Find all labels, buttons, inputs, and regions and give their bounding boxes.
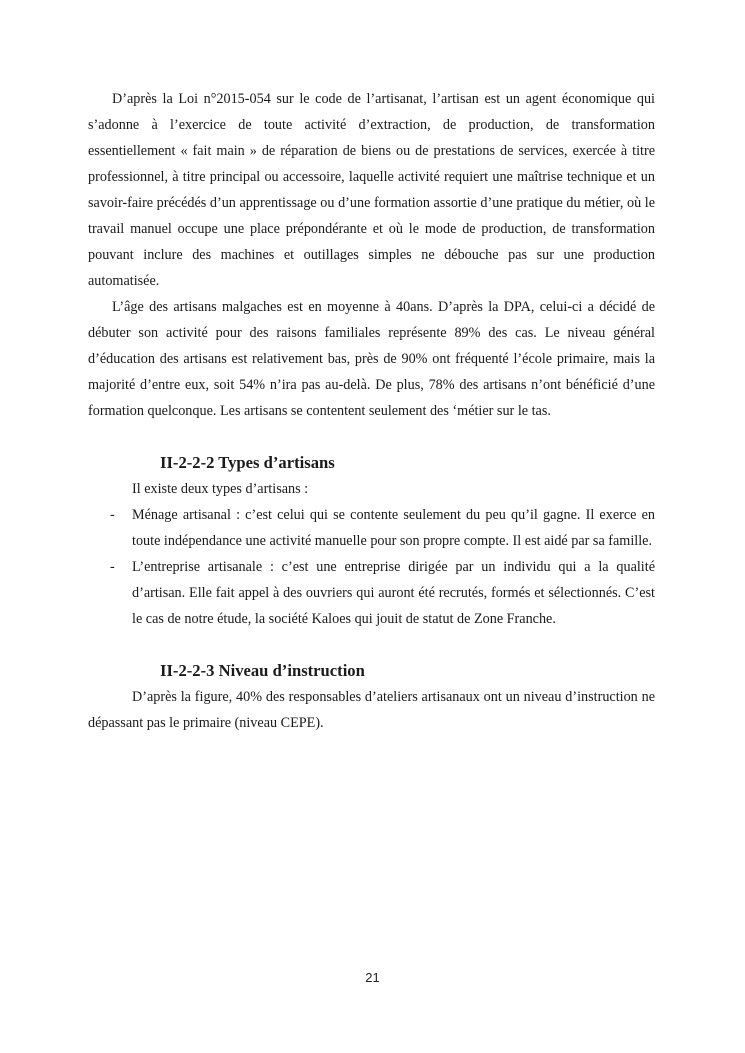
list-dash-marker: -	[110, 559, 115, 575]
paragraph-instruction-level: D’après la figure, 40% des responsables d’ateliers artisanaux ont un niveau d’instruction ne dépassant pas le primaire (niveau CEPE).	[88, 689, 655, 731]
list-dash-marker: -	[110, 507, 115, 523]
heading-types-artisans: II-2-2-2 Types d’artisans	[160, 453, 335, 472]
spacer	[88, 424, 655, 450]
spacer	[88, 632, 655, 658]
list-item	[88, 502, 655, 554]
list-item-text: L’entreprise artisanale : c’est une entreprise dirigée par un individu qui a la qualité d’artisan. Elle fait appel à des ouvriers qui auront été recrutés, formés et sélectionnés. C’est le cas de notre étude, la société Kaloes qui jouit de statut de Zone Franche.	[132, 559, 655, 627]
types-list	[88, 502, 655, 632]
list-item-text: Ménage artisanal : c’est celui qui se contente seulement du peu qu’il gagne. Il exerce en toute indépendance une activité manuelle pour son propre compte. Il est aidé par sa famille.	[132, 507, 655, 549]
heading-niveau-instruction: II-2-2-3 Niveau d’instruction	[160, 661, 365, 680]
paragraph-artisan-statistics: L’âge des artisans malgaches est en moyenne à 40ans. D’après la DPA, celui-ci a décidé de débuter son activité pour des raisons familiales représente 89% des cas. Le niveau général d’éducation des artisans est relativement bas, près de 90% ont fréquenté l’école primaire, mais la majorité d’entre eux, soit 54% n’ira pas au-delà. De plus, 78% des artisans n’ont bénéficié d’une formation quelconque. Les artisans se contentent seulement des ‘métier sur le tas.	[88, 299, 655, 419]
list-item	[88, 554, 655, 632]
types-intro: Il existe deux types d’artisans :	[132, 481, 309, 497]
page-number: 21	[365, 970, 380, 985]
paragraph-artisan-definition: D’après la Loi n°2015-054 sur le code de l’artisanat, l’artisan est un agent économique qui s’adonne à l’exercice de toute activité d’extraction, de production, de transformation essentiellement « fait main » de réparation de biens ou de prestations de services, exercée à titre professionnel, à titre principal ou accessoire, laquelle activité requiert une maîtrise technique et un savoir-faire précédés d’un apprentissage ou d’une formation assortie d’une pratique du métier, où le travail manuel occupe une place prépondérante et où le mode de production, de transformation pouvant inclure des machines et outillages simples ne débouche pas sur une production automatisée.	[88, 91, 655, 289]
page-body	[88, 86, 655, 736]
